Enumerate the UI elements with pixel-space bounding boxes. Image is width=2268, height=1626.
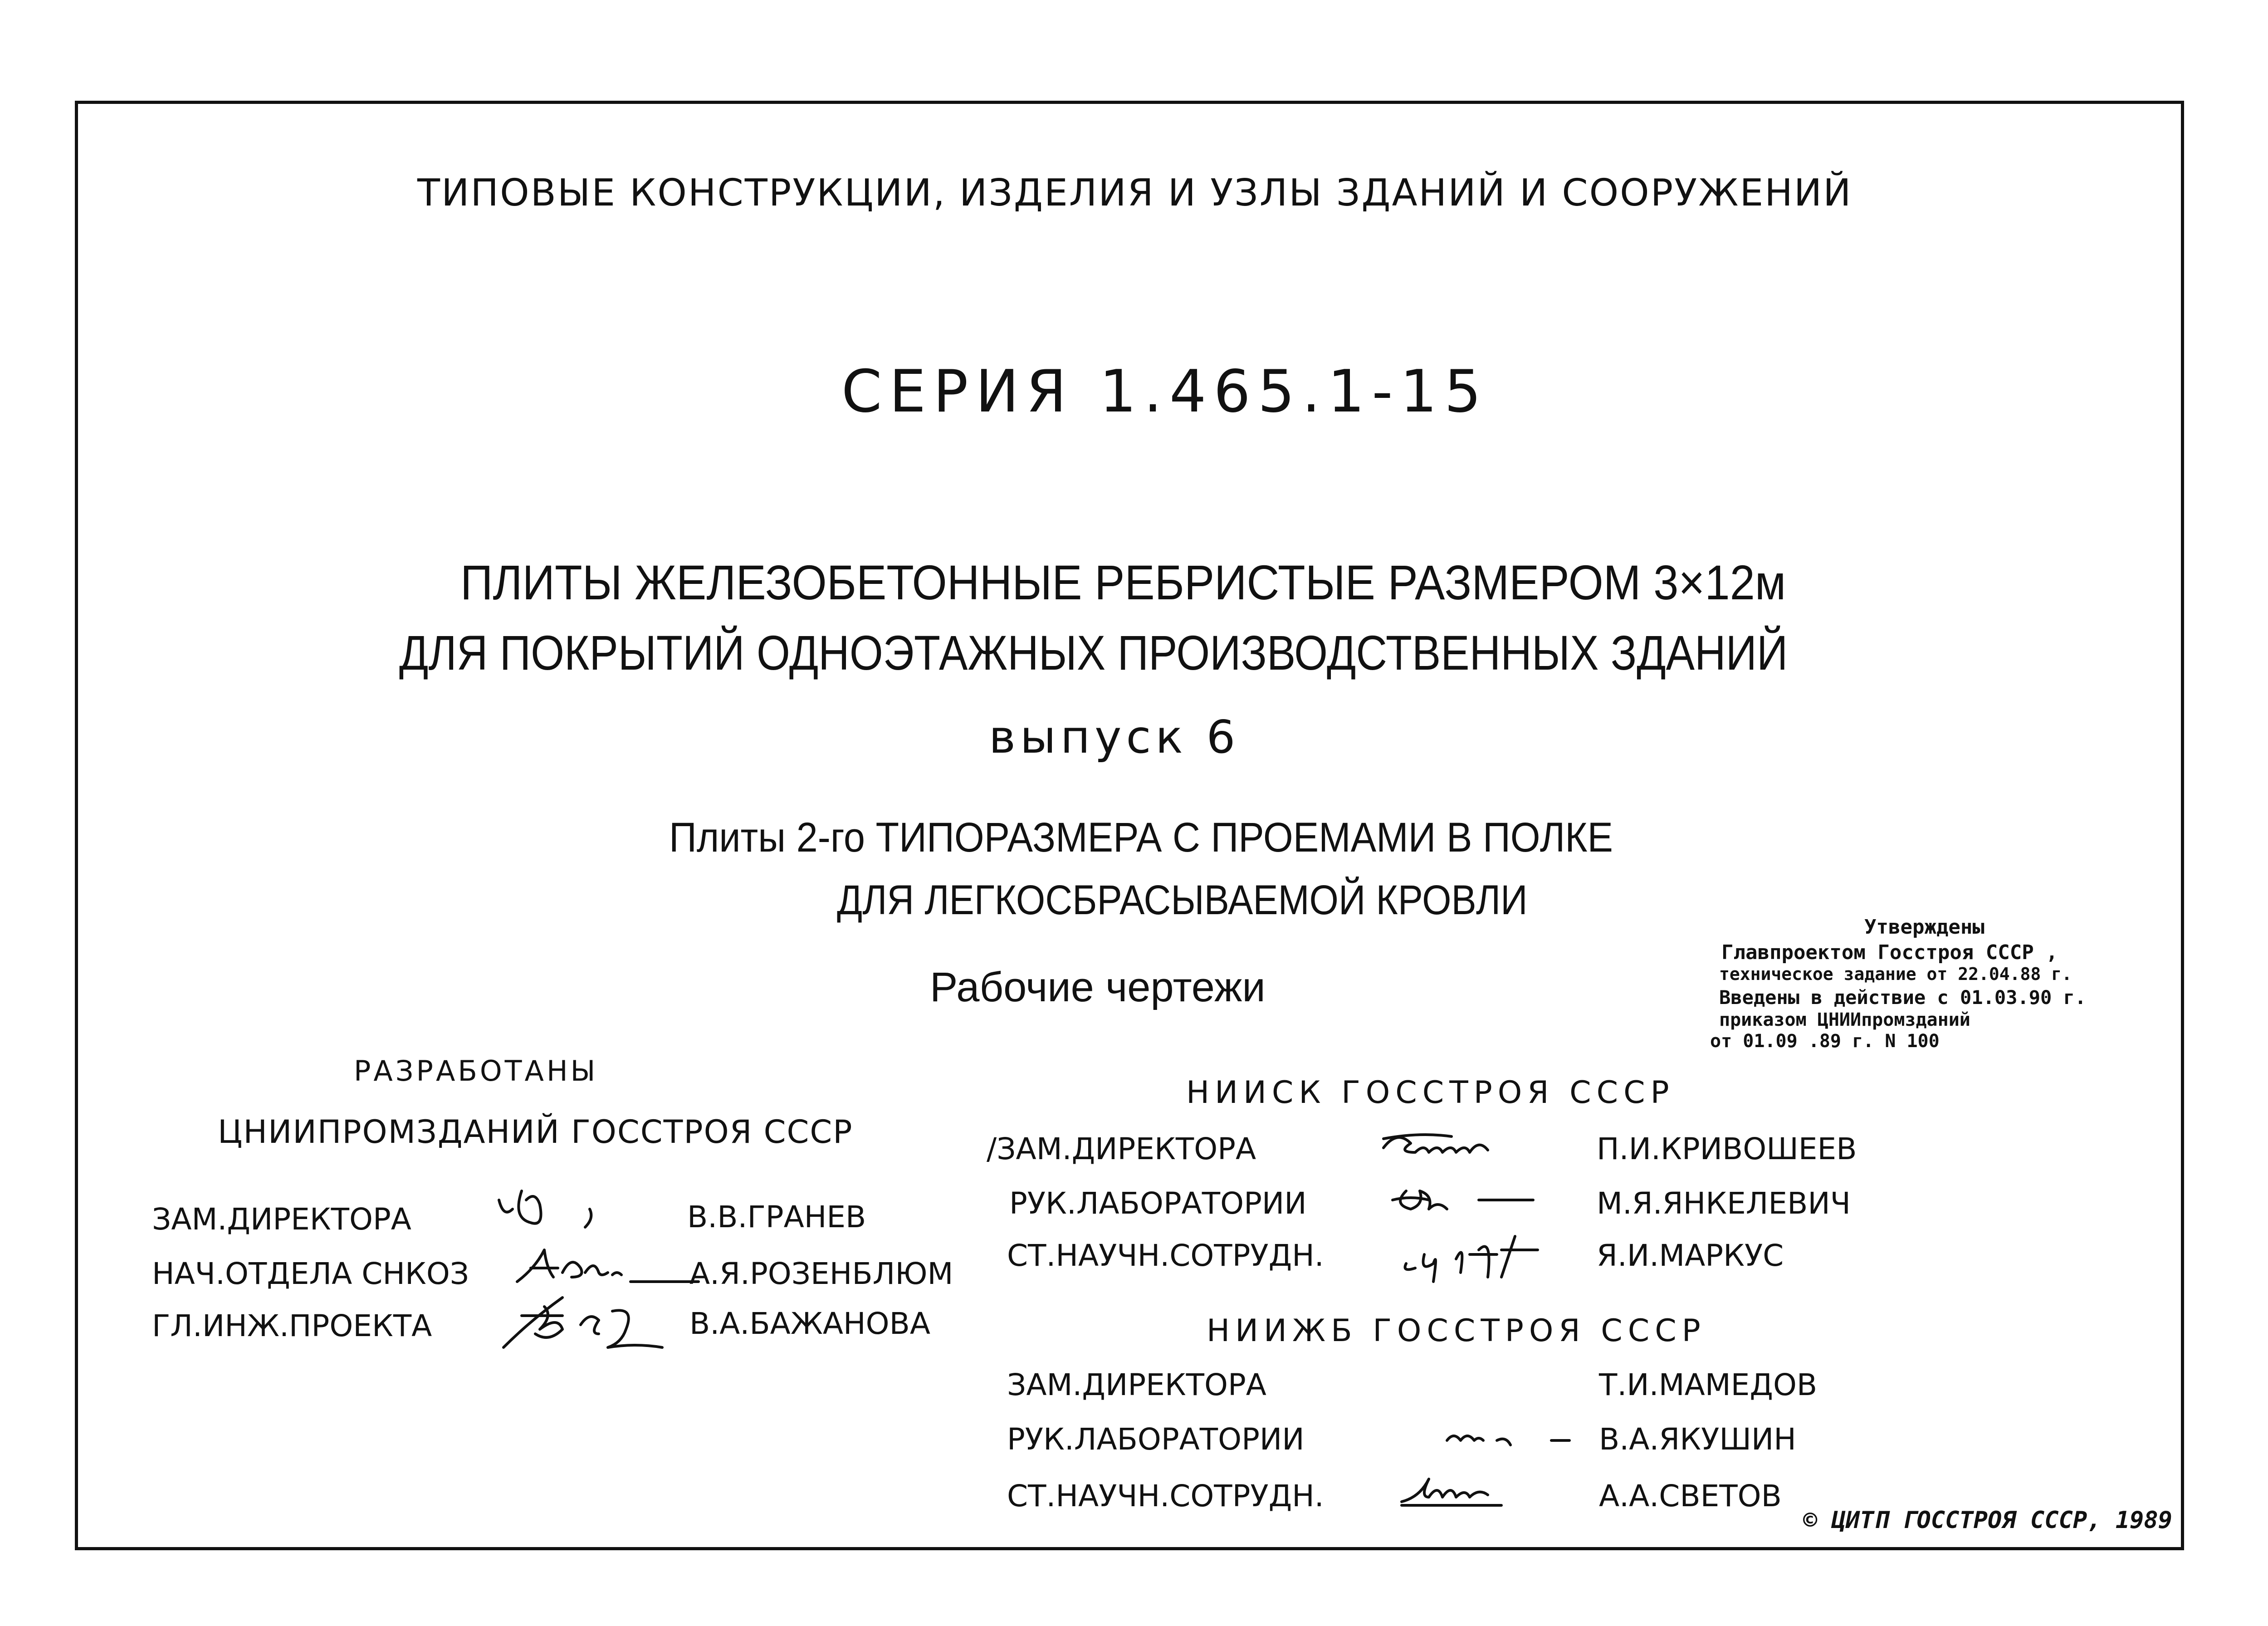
niizhb-role: РУК.ЛАБОРАТОРИИ [1007,1422,1305,1457]
niisk-role: СТ.НАУЧН.СОТРУДН. [1007,1238,1324,1273]
developer-role: ЗАМ.ДИРЕКТОРА [152,1202,411,1237]
developer-name: В.В.ГРАНЕВ [687,1200,866,1234]
issue-number: выпуск 6 [989,710,1240,764]
signature-svetov [1397,1470,1551,1511]
header-line: ТИПОВЫЕ КОНСТРУКЦИИ, ИЗДЕЛИЯ И УЗЛЫ ЗДАНИЙ И СООРУЖЕНИЙ [417,171,1853,215]
developer-name: А.Я.РОЗЕНБЛЮМ [689,1256,953,1291]
copyright: © ЦИТП ГОССТРОЯ СССР, 1989 [1803,1507,2172,1534]
subtitle-line-1: Плиты 2-го ТИПОРАЗМЕРА С ПРОЕМАМИ В ПОЛКЕ [669,814,1613,861]
niisk-name: М.Я.ЯНКЕЛЕВИЧ [1597,1186,1851,1221]
signature-rozenblyum [513,1241,703,1291]
niisk-role: /ЗАМ.ДИРЕКТОРА [987,1131,1256,1166]
title-line-1: ПЛИТЫ ЖЕЛЕЗОБЕТОННЫЕ РЕБРИСТЫЕ РАЗМЕРОМ 3×12м [460,555,1786,610]
signature-bazhanova [499,1288,689,1357]
approval-line-1: Главпроектом Госстроя СССР , [1721,941,2058,964]
subtitle-line-2: ДЛЯ ЛЕГКОСБРАСЫВАЕМОЙ КРОВЛИ [837,877,1528,923]
signature-yankelevich [1388,1177,1542,1218]
niizhb-name: А.А.СВЕТОВ [1599,1479,1782,1513]
working-drawings-label: Рабочие чертежи [930,964,1266,1010]
approval-line-3: Введены в действие с 01.03.90 г. [1719,986,2087,1009]
signature-yakushin [1442,1422,1579,1459]
developer-role: НАЧ.ОТДЕЛА СНКОЗ [152,1256,469,1291]
niizhb-name: В.А.ЯКУШИН [1599,1422,1796,1457]
niizhb-role: СТ.НАУЧН.СОТРУДН. [1007,1479,1324,1513]
niizhb-role: ЗАМ.ДИРЕКТОРА [1007,1367,1266,1402]
niisk-name: П.И.КРИВОШЕЕВ [1597,1131,1857,1166]
niizhb-org: НИИЖБ ГОССТРОЯ СССР [1207,1313,1706,1349]
developer-name: В.А.БАЖАНОВА [689,1306,931,1341]
signature-markus [1397,1227,1551,1286]
developer-role: ГЛ.ИНЖ.ПРОЕКТА [152,1308,432,1343]
niisk-role: РУК.ЛАБОРАТОРИИ [1009,1186,1307,1221]
approval-line-4: приказом ЦНИИпромзданий [1719,1009,1970,1030]
niisk-name: Я.И.МАРКУС [1597,1238,1784,1273]
signature-krivosheev [1379,1125,1533,1166]
developer-org: ЦНИИПРОМЗДАНИЙ ГОССТРОЯ СССР [218,1113,853,1151]
niisk-org: НИИСК ГОССТРОЯ СССР [1186,1075,1675,1111]
signature-granev [490,1182,635,1241]
series-number: СЕРИЯ 1.465.1-15 [841,358,1489,426]
approval-line-5: от 01.09 .89 г. N 100 [1710,1031,1940,1052]
developed-label: РАЗРАБОТАНЫ [354,1054,598,1087]
niizhb-name: Т.И.МАМЕДОВ [1599,1367,1818,1402]
approval-line-0: Утверждены [1864,916,1984,939]
approval-line-2: техническое задание от 22.04.88 г. [1719,964,2072,984]
title-line-2: ДЛЯ ПОКРЫТИЙ ОДНОЭТАЖНЫХ ПРОИЗВОДСТВЕННЫХ ЗДАНИЙ [399,625,1788,680]
